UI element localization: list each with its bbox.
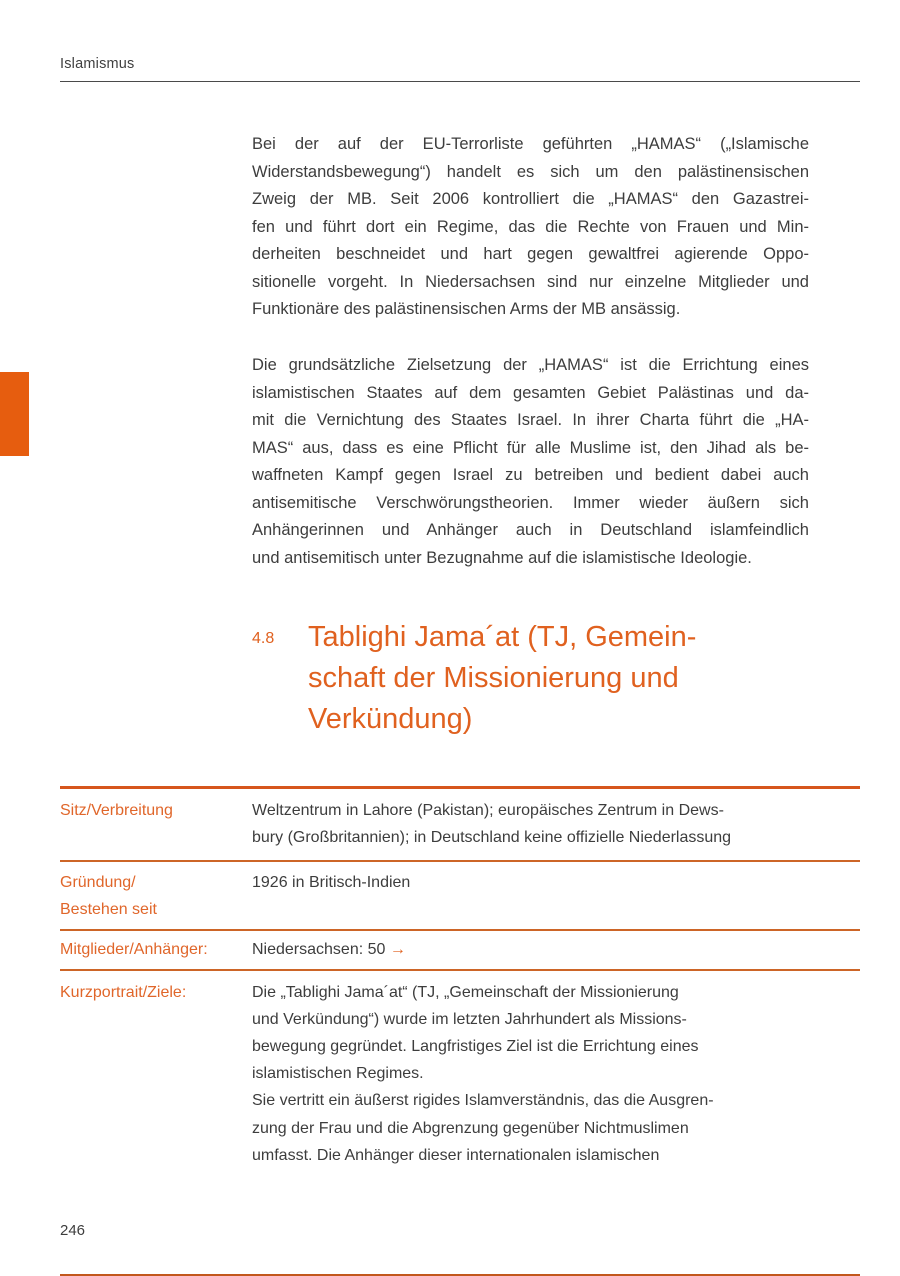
- row-label: Gründung/ Bestehen seit: [60, 874, 157, 919]
- row-value: [252, 936, 860, 963]
- table-row-kurzportrait: [60, 971, 860, 1181]
- page-number: 246: [60, 1222, 86, 1239]
- row-value: Weltzentrum in Lahore (Pakistan); europäisches Zentrum in Dews- bury (Großbritannien); in Deutschland keine offizielle Niederlassung: [252, 802, 732, 847]
- intro-paragraph-2: Die grundsätzliche Zielsetzung der „HAMAS“ ist die Errichtung eines islamistischen Staates auf dem gesamten Gebiet Palästinas und da- mit die Vernichtung des Staates Israel. In ihrer Charta führt die „HA- MAS“ aus, dass es eine Pflicht für alle Muslime ist, den Jihad als be- waffneten Kampf gegen Israel zu betreiben und bedient dabei auch antisemitische Verschwörungstheorien. Immer wieder äußern sich Anhängerinnen und Anhänger auch in Deutschland islamfeindlich und antisemitisch unter Bezugnahme auf die islamistische Ideologie.: [252, 356, 809, 567]
- member-count-text: Niedersachsen: 50: [252, 941, 386, 959]
- header-rule: [60, 81, 860, 82]
- row-label: Kurzportrait/Ziele:: [60, 983, 187, 1001]
- table-row-sitz-verbreitung: [60, 789, 860, 862]
- table-row-mitglieder: [60, 931, 860, 970]
- row-label: Mitglieder/Anhänger:: [60, 941, 208, 959]
- row-value: Die „Tablighi Jama´at“ (TJ, „Gemeinschaft der Missionierung und Verkündung“) wurde im letzten Jahrhundert als Missions- bewegung gegründet. Langfristiges Ziel ist die Errichtung eines islamistischen Regimes. Sie vertritt ein äußerst rigides Islamverständnis, das die Ausgren- zung der Frau und die Abgrenzung gegenüber Nichtmuslimen umfasst. Die Anhänger dieser internationalen islamischen: [252, 983, 714, 1164]
- running-header: Islamismus: [60, 56, 135, 72]
- section-number: 4.8: [252, 630, 275, 647]
- section-heading: [252, 617, 852, 740]
- intro-paragraph-1: Bei der auf der EU-Terrorliste geführten „HAMAS“ („Islamische Widerstandsbewegung“) handelt es sich um den palästinensischen Zweig der MB. Seit 2006 kontrolliert die „HAMAS“ den Gazastrei- fen und führt dort ein Regime, das die Rechte von Frauen und Min- derheiten beschneidet und hart gegen gewaltfrei agierende Oppo- sitionelle vorgeht. In Niedersachsen sind nur einzelne Mitglieder und Funktionäre des palästinensischen Arms der MB ansässig.: [252, 135, 809, 318]
- row-value: 1926 in Britisch-Indien: [252, 874, 411, 892]
- table-row-gruendung: [60, 862, 860, 931]
- arrow-right-icon: →: [389, 941, 406, 959]
- profile-table: [60, 786, 860, 1181]
- row-label: Sitz/Verbreitung: [60, 802, 173, 819]
- section-title: Tablighi Jama´at (TJ, Gemein- schaft der Missionierung und Verkündung): [308, 621, 697, 735]
- chapter-tab-marker: [0, 372, 29, 456]
